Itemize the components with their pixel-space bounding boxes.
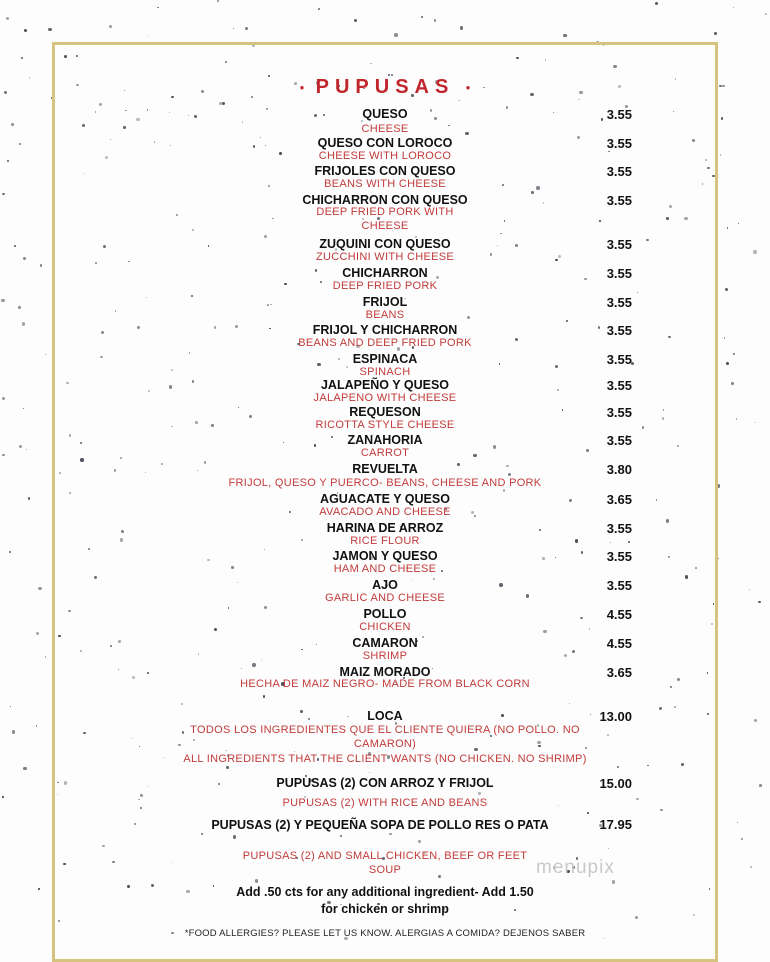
item-description: SHRIMP bbox=[362, 650, 408, 662]
item-price: 3.55 bbox=[606, 164, 632, 179]
paper-speck bbox=[19, 445, 22, 448]
item-price: 3.55 bbox=[606, 193, 632, 208]
paper-speck bbox=[720, 154, 722, 156]
paper-speck bbox=[725, 288, 728, 291]
paper-speck bbox=[40, 264, 42, 266]
watermark: menupix bbox=[536, 857, 615, 878]
paper-speck bbox=[655, 2, 659, 6]
paper-speck bbox=[26, 449, 27, 450]
item-name: ZANAHORIA bbox=[347, 433, 423, 447]
paper-speck bbox=[714, 32, 717, 35]
paper-speck bbox=[6, 17, 9, 20]
paper-speck bbox=[733, 7, 735, 9]
item-price: 3.55 bbox=[606, 352, 632, 367]
item-description: RICOTTA STYLE CHEESE bbox=[315, 419, 455, 431]
item-price: 17.95 bbox=[599, 817, 632, 832]
paper-speck bbox=[157, 7, 159, 9]
paper-speck bbox=[736, 418, 738, 420]
item-name: QUESO bbox=[362, 107, 408, 121]
item-name: JAMON Y QUESO bbox=[332, 549, 438, 563]
paper-speck bbox=[21, 57, 23, 59]
paper-speck bbox=[731, 382, 734, 385]
paper-speck bbox=[45, 354, 46, 355]
paper-speck bbox=[28, 497, 31, 500]
paper-speck bbox=[758, 601, 760, 603]
item-name: PUPUSAS (2) CON ARROZ Y FRIJOL bbox=[276, 776, 494, 790]
paper-speck bbox=[45, 656, 47, 658]
paper-speck bbox=[765, 13, 767, 15]
item-description: GARLIC AND CHEESE bbox=[324, 592, 446, 604]
item-description: BEANS bbox=[365, 309, 405, 321]
item-description: FRIJOL, QUESO Y PUERCO- BEANS, CHEESE AND PORK bbox=[228, 477, 542, 489]
item-name: CHICHARRON bbox=[342, 266, 428, 280]
item-name: MAIZ MORADO bbox=[339, 665, 431, 679]
paper-speck bbox=[23, 408, 24, 409]
paper-speck bbox=[421, 16, 423, 18]
item-name: REVUELTA bbox=[352, 462, 418, 476]
paper-speck bbox=[460, 26, 463, 29]
item-price: 3.55 bbox=[606, 323, 632, 338]
item-name: REQUESON bbox=[349, 405, 421, 419]
paper-speck bbox=[38, 587, 41, 590]
item-description: HAM AND CHEESE bbox=[333, 563, 437, 575]
paper-speck bbox=[2, 193, 5, 196]
paper-speck bbox=[24, 29, 27, 32]
item-price: 15.00 bbox=[599, 776, 632, 791]
item-name: FRIJOL Y CHICHARRON bbox=[312, 323, 458, 337]
item-name: FRIJOL bbox=[362, 295, 408, 309]
item-description: CARROT bbox=[360, 447, 410, 459]
paper-speck bbox=[750, 866, 752, 868]
item-description: AVACADO AND CHEESE bbox=[319, 506, 451, 518]
paper-speck bbox=[726, 362, 729, 365]
item-price: 3.55 bbox=[606, 107, 632, 122]
title-dot-right: • bbox=[465, 80, 471, 95]
additional-ingredient-note: Add .50 cts for any additional ingredient- Add 1.50 for chicken or shrimp bbox=[236, 885, 534, 916]
paper-speck bbox=[36, 725, 38, 727]
paper-speck bbox=[318, 8, 320, 10]
item-name: QUESO CON LOROCO bbox=[317, 136, 453, 150]
title-dot-left: • bbox=[299, 80, 305, 95]
item-price: 3.65 bbox=[606, 665, 632, 680]
paper-speck bbox=[749, 589, 750, 590]
item-price: 3.55 bbox=[606, 378, 632, 393]
title-text: PUPUSAS bbox=[315, 76, 455, 98]
item-description: DEEP FRIED PORK bbox=[332, 280, 438, 292]
item-name: HARINA DE ARROZ bbox=[326, 521, 444, 535]
item-description: SPINACH bbox=[359, 366, 411, 378]
paper-speck bbox=[9, 551, 11, 553]
item-description: ZUCCHINI WITH CHEESE bbox=[316, 251, 454, 263]
paper-speck bbox=[233, 28, 234, 29]
item-description: PUPUSAS (2) AND SMALL CHICKEN, BEEF OR FEET SOUP bbox=[242, 850, 528, 876]
paper-speck bbox=[19, 143, 21, 145]
item-price: 3.55 bbox=[606, 237, 632, 252]
paper-speck bbox=[10, 706, 11, 707]
paper-speck bbox=[14, 245, 16, 247]
item-description: PUPUSAS (2) WITH RICE AND BEANS bbox=[282, 797, 488, 809]
item-name: ESPINACA bbox=[352, 352, 418, 366]
paper-speck bbox=[721, 117, 724, 120]
paper-speck bbox=[22, 322, 25, 325]
item-description: CHICKEN bbox=[359, 621, 411, 633]
menu-title bbox=[0, 76, 770, 99]
item-price: 3.55 bbox=[606, 549, 632, 564]
item-name: AJO bbox=[372, 578, 398, 592]
item-price: 3.55 bbox=[606, 521, 632, 536]
item-description-english: ALL INGREDIENTS THAT THE CLIENT WANTS (NO CHICKEN. NO SHRIMP) bbox=[183, 753, 587, 765]
paper-speck bbox=[23, 257, 26, 260]
item-name: AGUACATE Y QUESO bbox=[320, 492, 450, 506]
paper-speck bbox=[755, 422, 756, 423]
paper-speck bbox=[563, 34, 566, 37]
paper-speck bbox=[718, 558, 720, 560]
item-description: JALAPENO WITH CHEESE bbox=[313, 392, 457, 404]
item-price: 3.55 bbox=[606, 295, 632, 310]
allergy-note: *FOOD ALLERGIES? PLEASE LET US KNOW. ALERGIAS A COMIDA? DEJENOS SABER bbox=[184, 928, 586, 939]
item-price: 13.00 bbox=[599, 709, 632, 724]
item-price: 3.55 bbox=[606, 405, 632, 420]
item-description: HECHA DE MAIZ NEGRO- MADE FROM BLACK CORN bbox=[240, 678, 530, 690]
paper-speck bbox=[12, 730, 15, 733]
item-price: 3.80 bbox=[606, 462, 632, 477]
paper-speck bbox=[109, 25, 112, 28]
item-name: ZUQUINI CON QUESO bbox=[319, 237, 451, 251]
paper-speck bbox=[217, 0, 219, 2]
paper-speck bbox=[754, 719, 757, 722]
item-price: 3.65 bbox=[606, 492, 632, 507]
item-name: PUPUSAS (2) Y PEQUEÑA SOPA DE POLLO RES O PATA bbox=[211, 818, 549, 832]
item-description: BEANS WITH CHEESE bbox=[324, 178, 446, 190]
item-name: FRIJOLES CON QUESO bbox=[314, 164, 456, 178]
item-description: BEANS AND DEEP FRIED PORK bbox=[298, 337, 472, 349]
item-name: CAMARON bbox=[352, 636, 418, 650]
item-price: 3.55 bbox=[606, 578, 632, 593]
paper-speck bbox=[36, 632, 39, 635]
item-description: DEEP FRIED PORK WITH CHEESE bbox=[316, 206, 454, 232]
item-name: POLLO bbox=[363, 607, 407, 621]
paper-speck bbox=[741, 838, 743, 840]
paper-speck bbox=[23, 767, 27, 771]
paper-speck bbox=[753, 250, 757, 254]
paper-speck bbox=[1, 299, 4, 302]
paper-speck bbox=[2, 454, 5, 457]
item-description: RICE FLOUR bbox=[350, 535, 420, 547]
item-description: CHEESE bbox=[361, 123, 409, 135]
paper-speck bbox=[2, 796, 3, 797]
item-price: 3.55 bbox=[606, 266, 632, 281]
paper-speck bbox=[724, 337, 726, 339]
paper-speck bbox=[738, 223, 739, 224]
paper-speck bbox=[727, 227, 729, 229]
paper-speck bbox=[759, 784, 762, 787]
paper-speck bbox=[38, 888, 39, 889]
item-description: CHEESE WITH LOROCO bbox=[318, 150, 452, 162]
paper-speck bbox=[11, 123, 14, 126]
item-description: TODOS LOS INGREDIENTES QUE EL CLIENTE QUIERA (NO POLLO. NO CAMARON) bbox=[190, 724, 580, 750]
paper-speck bbox=[7, 160, 9, 162]
paper-speck bbox=[394, 33, 397, 36]
item-price: 4.55 bbox=[606, 607, 632, 622]
item-name: LOCA bbox=[367, 709, 403, 723]
paper-speck bbox=[737, 822, 738, 823]
paper-speck bbox=[148, 36, 149, 37]
item-price: 3.55 bbox=[606, 433, 632, 448]
paper-speck bbox=[2, 397, 5, 400]
paper-speck bbox=[434, 19, 436, 21]
item-name: JALAPEÑO Y QUESO bbox=[320, 378, 450, 392]
paper-speck bbox=[733, 353, 735, 355]
paper-speck bbox=[245, 27, 248, 30]
paper-speck bbox=[48, 28, 51, 31]
item-name: CHICHARRON CON QUESO bbox=[302, 193, 468, 207]
paper-speck bbox=[354, 19, 358, 23]
item-price: 3.55 bbox=[606, 136, 632, 151]
paper-speck bbox=[18, 306, 20, 308]
item-price: 4.55 bbox=[606, 636, 632, 651]
